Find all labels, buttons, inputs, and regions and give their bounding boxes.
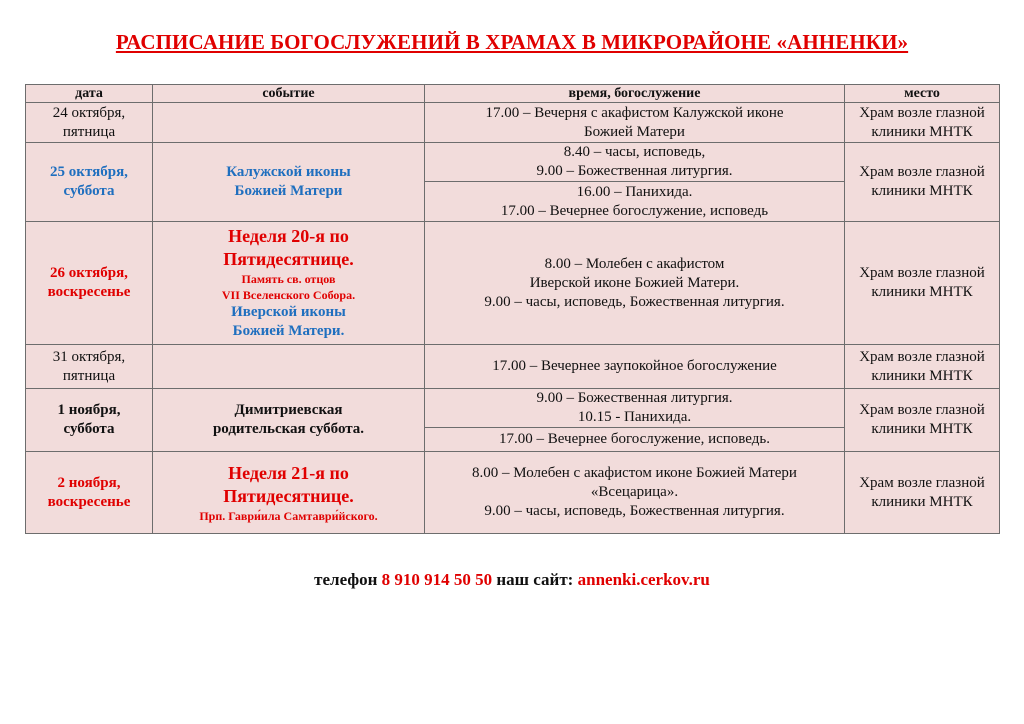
place-cell: Храм возле глазной клиники МНТК (845, 452, 1000, 534)
event-cell: Калужской иконы Божией Матери (153, 143, 425, 222)
schedule-table (25, 84, 1000, 534)
date-cell: 26 октября, воскресенье (26, 222, 153, 345)
date-cell: 25 октября, суббота (26, 143, 153, 222)
table-row (26, 452, 1000, 534)
place-cell: Храм возле глазной клиники МНТК (845, 103, 1000, 143)
services-cell: 9.00 – Божественная литургия. 10.15 - Панихида. (425, 389, 845, 428)
place-cell: Храм возле глазной клиники МНТК (845, 143, 1000, 222)
event-cell: Димитриевская родительская суббота. (153, 389, 425, 452)
place-cell: Храм возле глазной клиники МНТК (845, 222, 1000, 345)
date-cell: 24 октября, пятница (26, 103, 153, 143)
page-title: РАСПИСАНИЕ БОГОСЛУЖЕНИЙ В ХРАМАХ В МИКРОРАЙОНЕ «АННЕНКИ» (115, 30, 909, 54)
event-cell (153, 345, 425, 389)
site-link[interactable]: annenki.cerkov.ru (577, 570, 710, 589)
event-cell: Неделя 20-я по Пятидесятнице. Память св. отцов VII Вселенского Собора. Иверской иконы Божией Матери. (153, 222, 425, 345)
date-cell: 31 октября, пятница (26, 345, 153, 389)
place-cell: Храм возле глазной клиники МНТК (845, 345, 1000, 389)
services-cell: 17.00 – Вечернее богослужение, исповедь. (425, 428, 845, 452)
header-time: время, богослужение (425, 85, 845, 103)
header-date: дата (26, 85, 153, 103)
site-label: наш сайт: (496, 570, 574, 589)
table-header-row (26, 85, 1000, 103)
event-cell (153, 103, 425, 143)
services-cell: 16.00 – Панихида. 17.00 – Вечернее богослужение, исповедь (425, 182, 845, 222)
table-row (26, 389, 1000, 428)
services-cell: 8.00 – Молебен с акафистом Иверской иконе Божией Матери. 9.00 – часы, исповедь, Божественная литургия. (425, 222, 845, 345)
services-cell: 8.40 – часы, исповедь, 9.00 – Божественная литургия. (425, 143, 845, 182)
header-event: событие (153, 85, 425, 103)
table-row (26, 222, 1000, 345)
date-cell: 2 ноября, воскресенье (26, 452, 153, 534)
header-place: место (845, 85, 1000, 103)
date-cell: 1 ноября, суббота (26, 389, 153, 452)
services-cell: 8.00 – Молебен с акафистом иконе Божией Матери «Всецарица». 9.00 – часы, исповедь, Божественная литургия. (425, 452, 845, 534)
place-cell: Храм возле глазной клиники МНТК (845, 389, 1000, 452)
phone-label: телефон (314, 570, 378, 589)
table-row (26, 143, 1000, 182)
table-row (26, 345, 1000, 389)
table-row (26, 103, 1000, 143)
services-cell: 17.00 – Вечерня с акафистом Калужской иконе Божией Матери (425, 103, 845, 143)
services-cell: 17.00 – Вечернее заупокойное богослужение (425, 345, 845, 389)
phone-number[interactable]: 8 910 914 50 50 (381, 570, 493, 589)
contact-footer (0, 570, 1024, 590)
event-cell: Неделя 21-я по Пятидесятнице. Прп. Гаври́ила Самтаври́йского. (153, 452, 425, 534)
